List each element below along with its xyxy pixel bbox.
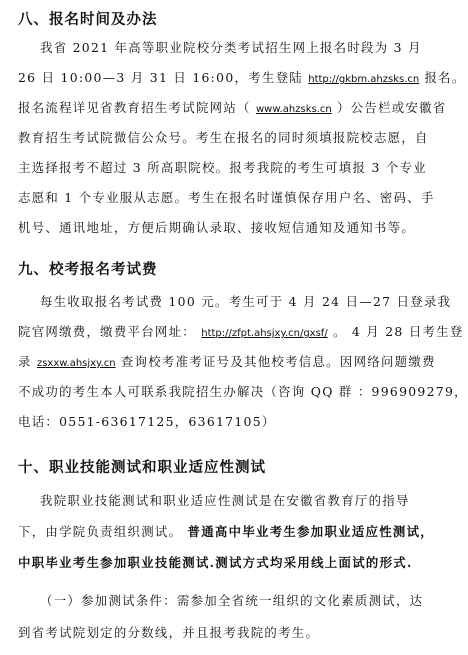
section-9-line-2 xyxy=(18,324,464,342)
section-8-line-4: 教育招生考试院微信公众号。考生在报名的同时须填报院校志愿，自 xyxy=(18,130,429,145)
section-8-line-3-text-b: ）公告栏或安徽省 xyxy=(337,100,447,115)
section-10-line-2-text-a: 下，由学院负责组织测试。 xyxy=(18,524,183,539)
section-9-line-2-text-a: 院官网缴费，缴费平台网址： xyxy=(18,324,196,339)
section-8-line-6: 志愿和 1 个专业服从志愿。考生在报名时谨慎保存用户名、密码、手 xyxy=(18,190,435,205)
section-9-line-3-text-b: 查询校考准考证号及其他校考信息。因网络问题缴费 xyxy=(120,354,436,369)
zsxxw-link[interactable]: zsxxw.ahsjxy.cn xyxy=(36,358,116,369)
section-8-heading: 八、报名时间及办法 xyxy=(18,12,158,28)
section-10-line-2-bold: 普通高中毕业考生参加职业适应性测试， xyxy=(187,524,434,539)
section-10-line-4: （一）参加测试条件：需参加全省统一组织的文化素质测试，达 xyxy=(40,593,424,608)
section-8-line-3 xyxy=(18,100,447,118)
section-8-line-3-text-a: 报名流程详见省教育招生考试院网站（ xyxy=(18,100,251,115)
section-9-line-3-text-a: 录 xyxy=(18,354,32,369)
section-8-line-2-text-a: 26 日 10:00—3 月 31 日 16:00，考生登陆 xyxy=(18,70,303,85)
section-9-line-4: 不成功的考生本人可联系我院招生办解决（咨询 QQ 群 ：996909279， xyxy=(18,384,468,399)
section-8-line-2 xyxy=(18,70,466,88)
section-8-line-2-text-b: 报名。 xyxy=(424,70,466,85)
section-8-line-5: 主选择报考不超过 3 所高职院校。报考我院的考生可填报 3 个专业 xyxy=(18,160,427,175)
section-9-line-1: 每生收取报名考试费 100 元。考生可于 4 月 24 日—27 日登录我 xyxy=(40,294,452,309)
section-10-line-2 xyxy=(18,524,434,540)
ahzsks-link[interactable]: www.ahzsks.cn xyxy=(256,104,332,115)
section-10-heading: 十、职业技能测试和职业适应性测试 xyxy=(18,460,266,476)
section-10-line-5: 到省考试院划定的分数线，并且报考我院的考生。 xyxy=(18,625,320,640)
gkbm-link[interactable]: http://gkbm.ahzsks.cn xyxy=(308,74,420,85)
section-10-line-1: 我院职业技能测试和职业适应性测试是在安徽省教育厅的指导 xyxy=(40,493,410,508)
section-8-line-7: 机号、通讯地址，方便后期确认录取、接收短信通知及通知书等。 xyxy=(18,220,416,235)
section-9-line-2-text-b: 。 4 月 28 日考生登 xyxy=(332,324,464,339)
section-9-line-5: 电话：0551-63617125，63617105） xyxy=(18,414,276,429)
section-9-line-3 xyxy=(18,354,436,372)
section-9-heading: 九、校考报名考试费 xyxy=(18,262,158,278)
section-8-line-1: 我省 2021 年高等职业院校分类考试招生网上报名时段为 3 月 xyxy=(40,40,422,55)
payment-platform-link[interactable]: http://zfpt.ahsjxy.cn/gxsf/ xyxy=(201,328,328,339)
section-10-line-3: 中职毕业考生参加职业技能测试.测试方式均采用线上面试的形式. xyxy=(18,555,413,570)
